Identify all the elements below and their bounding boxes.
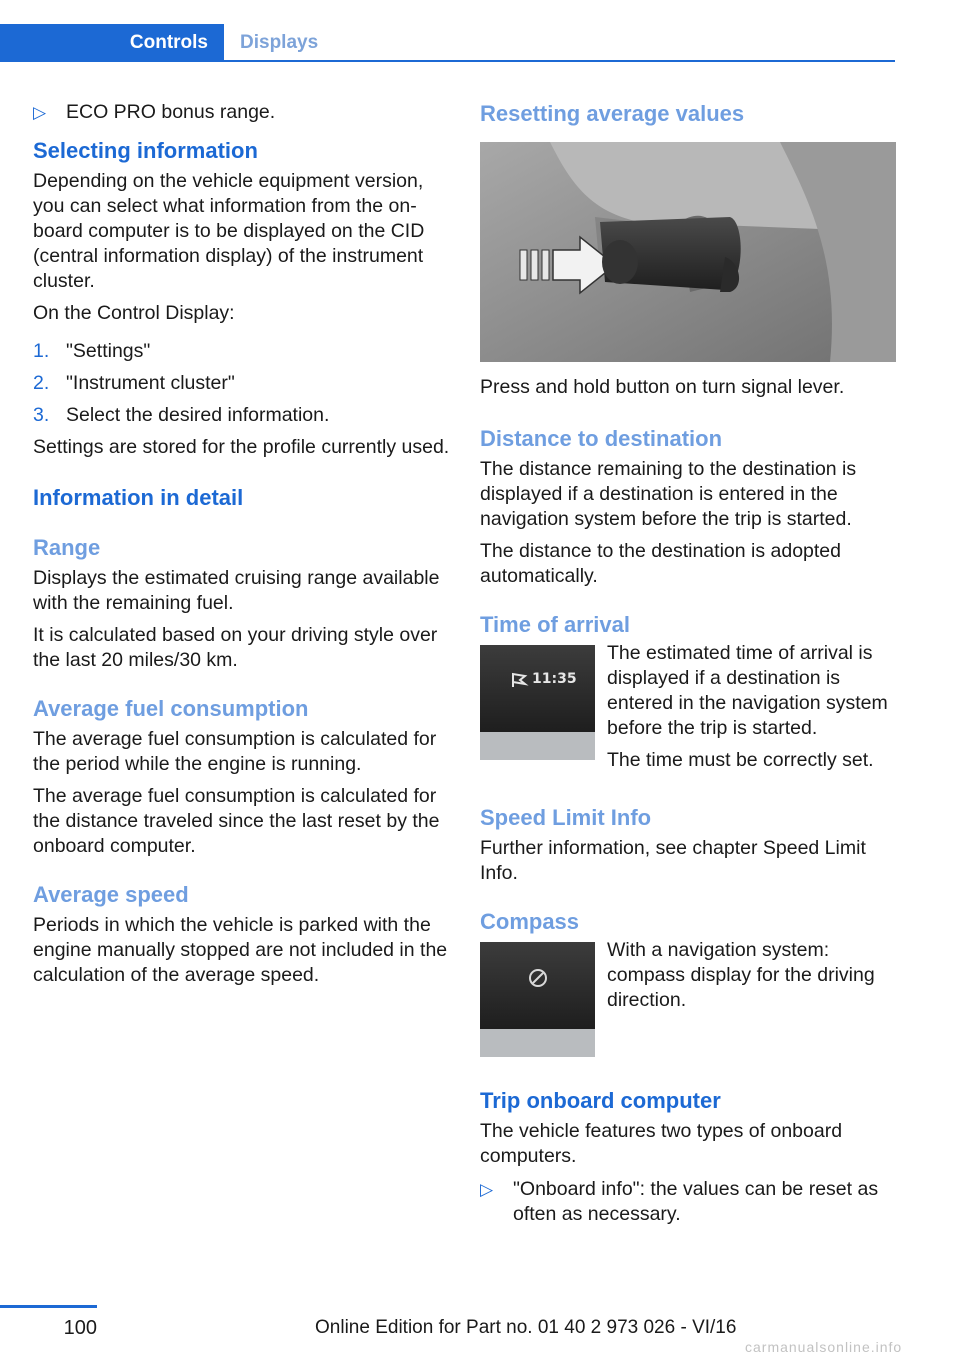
header-tabbar (0, 24, 895, 62)
bullet-text: ECO PRO bonus range. (66, 101, 276, 123)
online-edition-text: Online Edition for Part no. 01 40 2 973 026 - VI/16 (315, 1317, 737, 1338)
tab-controls[interactable]: Controls (0, 24, 224, 62)
list-item (33, 371, 451, 396)
time-of-arrival-text (607, 641, 896, 780)
heading-distance-to-destination: Distance to destination (480, 426, 723, 451)
paragraph: The estimated time of arrival is displayed if a destination is entered in the navigation system before the trip is started. (607, 642, 888, 739)
page-number: 100 (63, 1317, 97, 1339)
list-text: "Instrument cluster" (66, 372, 235, 394)
paragraph: Press and hold button on turn signal lever. (480, 376, 845, 398)
footer-rule (0, 1305, 97, 1308)
list-number: 3. (33, 404, 50, 426)
paragraph: The distance to the destination is adopted automatically. (480, 540, 841, 587)
turn-signal-lever-illustration (480, 142, 896, 362)
list-text: "Settings" (66, 340, 151, 362)
paragraph: Displays the estimated cruising range available with the remaining fuel. (33, 567, 440, 614)
bullet-eco-pro (33, 100, 451, 125)
paragraph: The time must be correctly set. (607, 749, 874, 771)
watermark: carmanualsonline.info (745, 1339, 903, 1355)
destination-flag-icon (510, 671, 530, 691)
left-column (33, 100, 451, 995)
paragraph: Settings are stored for the profile currently used. (33, 436, 450, 458)
list-number: 1. (33, 340, 50, 362)
list-item (33, 403, 451, 428)
triangle-bullet-icon: ▷ (480, 1180, 494, 1199)
paragraph: Depending on the vehicle equipment version, you can select what information from the on-board computer is to be displayed on the CID (central information display) of the instrument cluster. (33, 170, 425, 292)
paragraph: Periods in which the vehicle is parked with the engine manually stopped are not included in the calculation of the average speed. (33, 914, 448, 986)
heading-information-in-detail: Information in detail (33, 485, 244, 510)
heading-average-speed: Average speed (33, 882, 189, 907)
paragraph: The vehicle features two types of onboard computers. (480, 1120, 843, 1167)
heading-average-fuel-consumption: Average fuel consumption (33, 696, 309, 721)
paragraph: Further information, see chapter Speed Limit Info. (480, 837, 866, 884)
heading-time-of-arrival: Time of arrival (480, 612, 630, 637)
heading-speed-limit-info: Speed Limit Info (480, 805, 652, 830)
paragraph: The average fuel consumption is calculated for the distance traveled since the last reset by the onboard computer. (33, 785, 440, 857)
heading-compass: Compass (480, 909, 580, 934)
heading-selecting-information: Selecting information (33, 138, 258, 163)
right-column (480, 100, 896, 1234)
bullet-text: "Onboard info": the values can be reset as often as necessary. (513, 1178, 879, 1225)
paragraph: With a navigation system: compass display for the driving direction. (607, 939, 875, 1011)
tab-displays[interactable]: Displays (240, 32, 319, 53)
bullet-onboard-info (480, 1177, 896, 1227)
triangle-bullet-icon: ▷ (33, 103, 47, 122)
compass-display-image (480, 942, 595, 1057)
arrival-time-display-image (480, 645, 595, 760)
time-of-arrival-block (480, 641, 896, 780)
paragraph: On the Control Display: (33, 302, 235, 324)
compass-icon (526, 966, 550, 990)
arrival-time-text: 11:35 (532, 671, 577, 687)
paragraph: The distance remaining to the destination is displayed if a destination is entered in the navigation system before the trip is started. (480, 458, 857, 530)
turn-signal-lever-photo (480, 142, 896, 362)
heading-range: Range (33, 535, 101, 560)
list-number: 2. (33, 372, 50, 394)
list-text: Select the desired information. (66, 404, 330, 426)
heading-trip-onboard-computer: Trip onboard computer (480, 1088, 721, 1113)
compass-block (480, 938, 896, 1057)
paragraph: The average fuel consumption is calculated for the period while the engine is running. (33, 728, 437, 775)
paragraph: It is calculated based on your driving style over the last 20 miles/30 km. (33, 624, 438, 671)
heading-resetting-average-values: Resetting average values (480, 101, 745, 126)
list-item (33, 339, 451, 364)
compass-text (607, 938, 896, 1057)
